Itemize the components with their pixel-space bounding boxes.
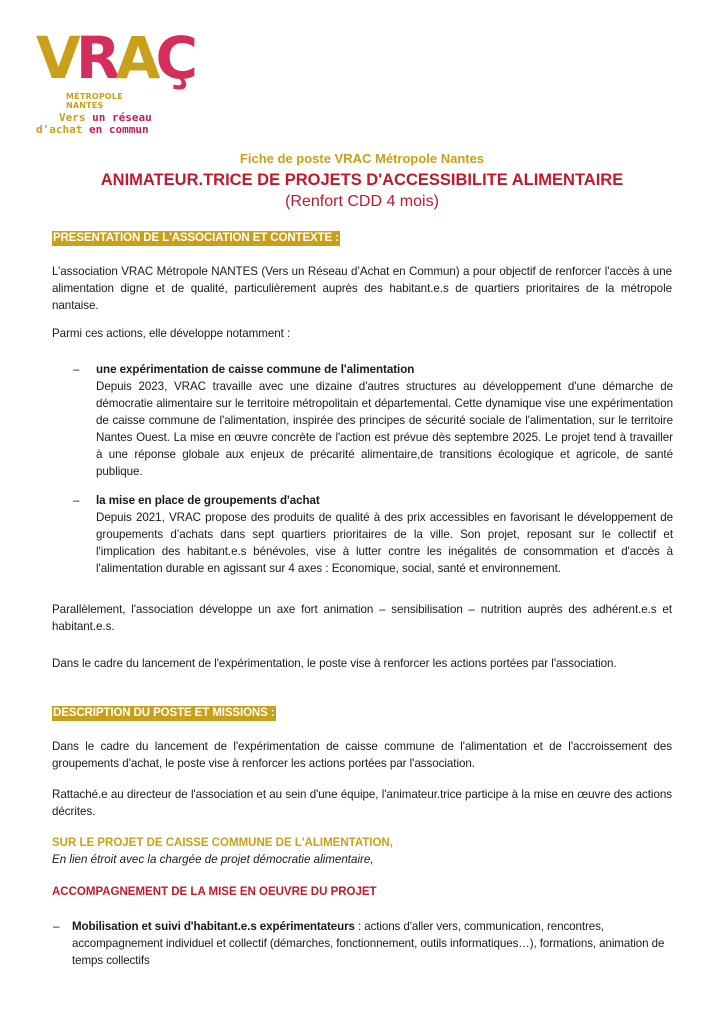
bullet-body: Depuis 2021, VRAC propose des produits de qualité à des prix accessibles en favorisant le développement de groupements d’achats dans sept quartiers prioritaires de la ville. Son projet, reposant sur le collectif et l'implication des habitant.e.s bénévoles, vise à lutter contre les inégalités de consommation et d'accès à l'alimentation durable en agissant sur 4 axes : Economique, social, santé et environnement. (96, 511, 673, 575)
logo-wordmark (36, 24, 194, 92)
dash-bullet-icon: – (73, 494, 80, 507)
lead-paragraph: Parmi ces actions, elle développe notamment : (52, 327, 291, 340)
bullet-title: la mise en place de groupements d'achat (96, 494, 320, 507)
bullet-body: : actions d'aller vers, communication, rencontres, accompagnement individuel et collectif (démarches, fonctionnement, outils informatiques…), formations, animation de temps collectifs (72, 920, 665, 967)
bullet-body: Depuis 2023, VRAC travaille avec une dizaine d'autres structures au développement d'une démarche de démocratie alimentaire sur le territoire métropolitain et départemental. Cette dynamique vise une expérimentation de caisse commune de l'alimentation, inspirée des principes de sécurité sociale de l'alimentation, sur le territoire Nantes Ouest. La mise en œuvre concrète de l'action est prévue dès septembre 2025. Le projet tend à travailler à une réponse globale aux enjeux de précarité alimentaire,de transitions écologique et agricole, de santé publique. (96, 380, 673, 478)
logo-letter-r: R (75, 24, 116, 92)
dash-bullet-icon: – (73, 363, 80, 376)
bullet-title: Mobilisation et suivi d'habitant.e.s expérimentateurs (72, 920, 355, 933)
logo-subtitle (66, 92, 123, 110)
dash-bullet-icon: – (53, 920, 60, 933)
description-paragraph-2: Rattaché.e au directeur de l'association et au sein d'une équipe, l'animateur.trice participe à la mise en œuvre des actions décrites. (52, 788, 672, 818)
tagline-part: d'achat (36, 123, 83, 136)
page-title: ANIMATEUR.TRICE DE PROJETS D'ACCESSIBILITE ALIMENTAIRE (100, 171, 624, 189)
tagline-part: en commun (88, 123, 149, 136)
section-heading-presentation: PRESENTATION DE L'ASSOCIATION ET CONTEXTE : (53, 232, 339, 244)
frame-paragraph: Dans le cadre du lancement de l'expérimentation, le poste vise à renforcer les actions portées par l'association. (52, 657, 617, 670)
subheading-accompagnement: ACCOMPAGNEMENT DE LA MISE EN OEUVRE DU PROJET (52, 886, 377, 898)
tagline-part: Vers (59, 111, 86, 124)
parallel-paragraph: Parallèlement, l'association développe un axe fort animation – sensibilisation – nutrition auprès des adhérent.e.s et habitant.e.s. (52, 603, 672, 633)
logo-letter-v: V (36, 24, 76, 92)
logo-subtitle-line1: MÉTROPOLE (66, 92, 123, 101)
bullet-item-caisse-commune (73, 361, 673, 480)
logo-letter-a: A (115, 24, 156, 92)
title-block (0, 150, 724, 212)
section-heading-description: DESCRIPTION DU POSTE ET MISSIONS : (53, 707, 275, 719)
logo-tagline (36, 112, 152, 136)
bullet-title: une expérimentation de caisse commune de l'alimentation (96, 363, 415, 376)
document-kicker: Fiche de poste VRAC Métropole Nantes (239, 151, 485, 166)
subheading-caisse-commune: SUR LE PROJET DE CAISSE COMMUNE DE L'ALIMENTATION, (52, 837, 393, 849)
bullet-item-groupements (73, 492, 673, 577)
page-subtitle: (Renfort CDD 4 mois) (285, 193, 439, 210)
logo-subtitle-line2: NANTES (66, 101, 104, 110)
bullet-item-mobilisation (53, 918, 672, 969)
vrac-logo (36, 24, 194, 138)
tagline-part: un réseau (92, 111, 152, 124)
intro-paragraph: L’association VRAC Métropole NANTES (Vers un Réseau d’Achat en Commun) a pour objectif de renforcer l'accès à une alimentation digne et de qualité, particulièrement auprès des habitant.e.s de quartiers prioritaires de la métropole nantaise. (52, 265, 672, 312)
description-paragraph-1: Dans le cadre du lancement de l'expérimentation de caisse commune de l'alimentation et de l'accroissement des groupements d'achat, le poste vise à renforcer les actions portées par l'association. (52, 740, 672, 770)
logo-letter-c: Ç (155, 24, 194, 92)
italic-note: En lien étroit avec la chargée de projet démocratie alimentaire, (52, 853, 374, 866)
